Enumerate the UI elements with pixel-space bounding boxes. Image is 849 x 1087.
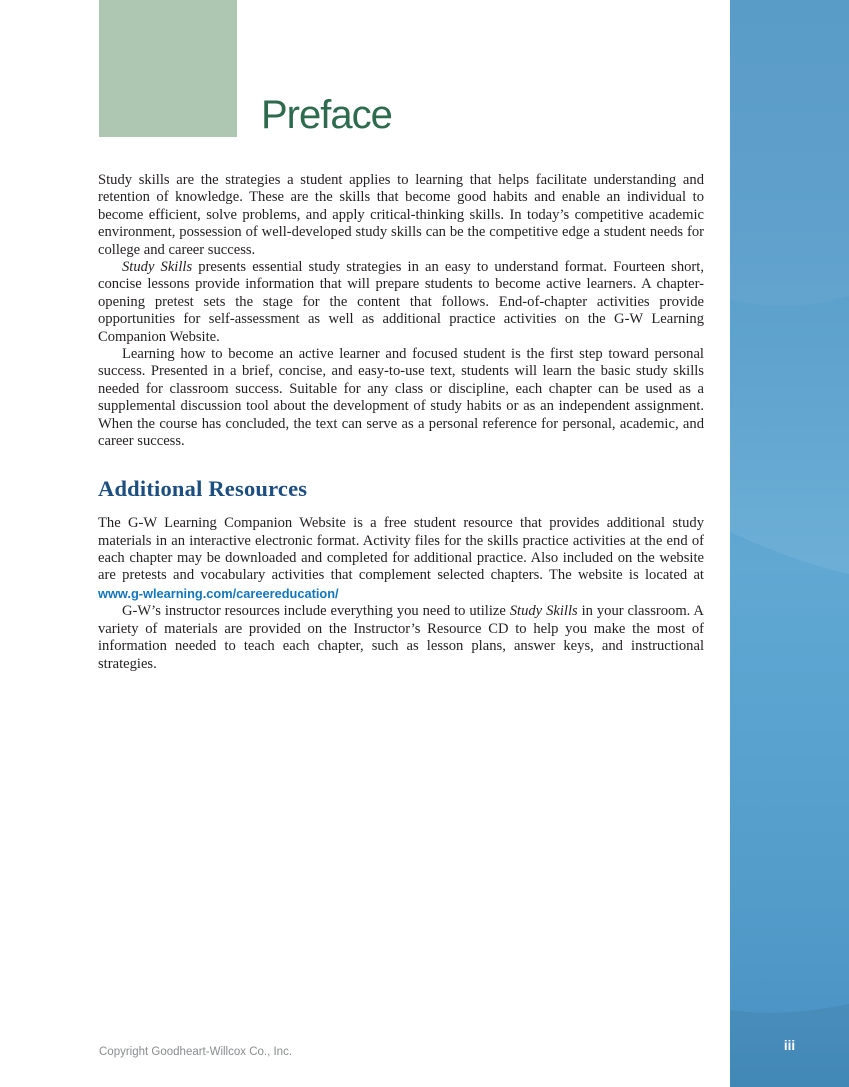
paragraph (98, 172, 704, 259)
text-run: The G-W Learning Companion Website is a free student resource that provides additional study materials in an interactive electronic format. Activity files for the skills practice activities at the end of each chapter may be downloaded and completed for additional practice. Also included on the website are pretests and vocabulary activities that complement selected chapters. The website is located at (98, 515, 704, 584)
sidebar-decoration (730, 0, 849, 1087)
chapter-color-block (99, 0, 237, 137)
book-title-italic: Study Skills (122, 259, 193, 276)
book-title-italic: Study Skills (509, 603, 578, 620)
text-run: Learning how to become an active learner and focused student is the first step toward personal success. Presented in a brief, concise, and easy-to-use text, students will learn the basic study skills needed for classroom success. Suitable for any class or discipline, each chapter can be used as a supplemental discussion tool about the development of study habits or as an independent assignment. When the course has concluded, the text can serve as a personal reference for personal, academic, and career success. (98, 346, 704, 450)
section-paragraphs (98, 515, 704, 673)
paragraph (98, 515, 704, 603)
paragraph (98, 346, 704, 450)
text-run: G-W’s instructor resources include everything you need to utilize (122, 603, 510, 620)
page-number: iii (783, 1038, 796, 1053)
intro-paragraphs (98, 172, 704, 451)
copyright-footer: Copyright Goodheart-Willcox Co., Inc. (99, 1046, 293, 1058)
website-link[interactable]: www.g-wlearning.com/careereducation/ (98, 585, 339, 601)
text-run: Study skills are the strategies a student applies to learning that helps facilitate understanding and retention of knowledge. These are the skills that become good habits and enable an individual to become efficient, solve problems, and apply critical-thinking skills. In today’s competitive academic environment, possession of well-developed study skills can be the competitive edge a student needs for college and career success. (98, 172, 704, 258)
content-area (98, 172, 704, 673)
text-run: presents essential study strategies in an easy to understand format. Fourteen short, concise lessons provide information that will prepare students to become active learners. A chapter-opening pretest sets the stage for the content that follows. End-of-chapter activities provide opportunities for self-assessment as well as additional practice activities on the G-W Learning Companion Website. (98, 259, 704, 345)
page-title: Preface (261, 93, 392, 137)
sidebar-wave-decoration (730, 0, 849, 1087)
section-heading: Additional Resources (98, 475, 308, 501)
paragraph (98, 603, 704, 673)
paragraph (98, 259, 704, 346)
text-run: in your classroom. A variety of materials are provided on the Instructor’s Resource CD to help you make the most of information needed to teach each chapter, such as lesson plans, answer keys, and instructional strategies. (98, 603, 704, 672)
